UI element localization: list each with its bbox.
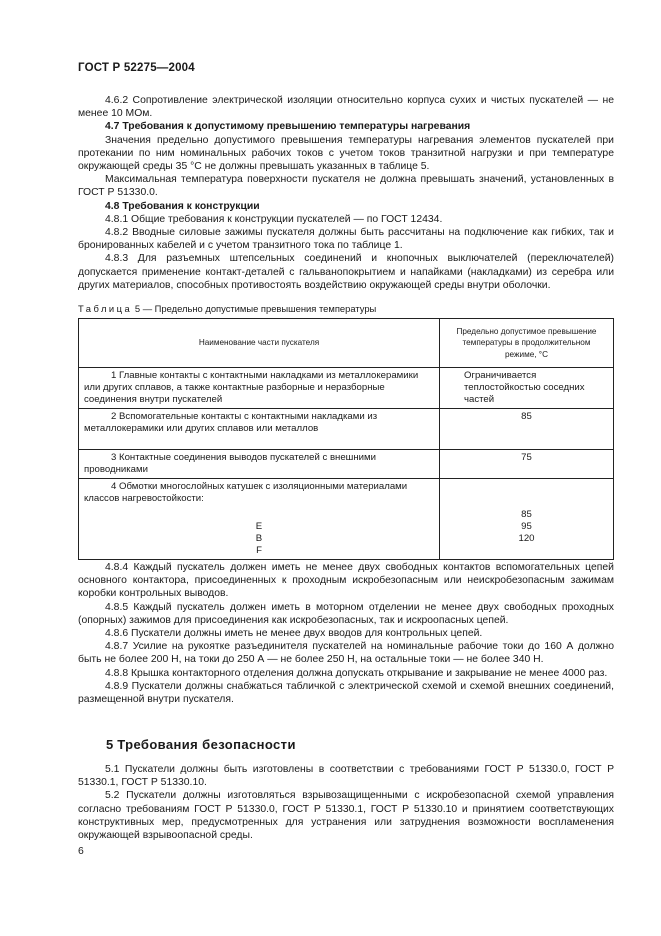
- table-caption-word: Таблица: [78, 303, 133, 314]
- section-number: 5: [106, 737, 114, 752]
- table-cell-part: 3 Контактные соединения выводов пускателей с внешними проводниками: [79, 450, 440, 479]
- para-4-7-a: Значения предельно допустимого превышения температуры нагревания элементов пускателей при протекании по ним номинальных рабочих токов с учетом токов транзитной нагрузки и при температуре окружающей среды 35 °С не должны превышать указанных в таблице 5.: [78, 134, 614, 173]
- page-number: 6: [78, 846, 84, 857]
- heading-4-8: 4.8 Требования к конструкции: [105, 200, 260, 212]
- para-5-1: 5.1 Пускатели должны быть изготовлены в соответствии с требованиями ГОСТ Р 51330.0, ГОСТ Р 51330.1, ГОСТ Р 51330.10.: [78, 764, 614, 789]
- col-header-value: Предельно допустимое превышение температуры в продолжительном режиме, °С: [440, 319, 614, 368]
- table-cell-value: 85: [440, 409, 614, 450]
- para-4-8-2: 4.8.2 Вводные силовые зажимы пускателя должны быть рассчитаны на подключение как гибких, так и бронированных кабелей и с учетом транзитного тока по таблице 1.: [78, 227, 614, 252]
- para-4-8-9: 4.8.9 Пускатели должны снабжаться табличкой с электрической схемой и схемой внешних соединений, размещенной внутри пускателя.: [78, 680, 614, 706]
- para-4-8-8: 4.8.8 Крышка контакторного отделения должна допускать открывание и закрывание не менее 4000 раз.: [105, 667, 608, 679]
- section-title: Требования безопасности: [117, 737, 296, 752]
- table-row: [79, 450, 614, 479]
- document-header: ГОСТ Р 52275—2004: [78, 62, 195, 74]
- temperature-table: [78, 318, 614, 560]
- para-4-7-b: Максимальная температура поверхности пускателя не должна превышать значений, установленных в ГОСТ Р 51330.0.: [78, 174, 614, 199]
- heat-class-grade: E: [255, 521, 263, 532]
- table-cell-part: 1 Главные контакты с контактными накладками из металлокерамики или других сплавов, а также контактные разборные и неразборные соединения внутри пускателей: [79, 368, 440, 409]
- table-row: [79, 409, 614, 450]
- para-4-8-6: 4.8.6 Пускатели должны иметь не менее двух вводов для контрольных цепей.: [105, 628, 483, 640]
- section-heading: [106, 737, 296, 752]
- para-4-6-2: 4.6.2 Сопротивление электрической изоляции относительно корпуса сухих и чистых пускателей — не менее 10 МОм.: [78, 95, 614, 120]
- table-row: [79, 368, 614, 409]
- text-block-top: [78, 94, 614, 292]
- table-cell-part: 2 Вспомогательные контакты с контактными накладками из металлокерамики или других сплавов или металлов: [79, 409, 440, 450]
- heat-class-value: 120: [518, 533, 535, 544]
- table-caption: [78, 303, 376, 314]
- table-cell-value: Ограничивается теплостойкостью соседних частей: [440, 368, 614, 409]
- text-block-middle: [78, 561, 614, 706]
- para-4-8-4: 4.8.4 Каждый пускатель должен иметь не менее двух свободных контактов вспомогательных цепей основного контактора, присоединенных к проходным искробезопасным или неискробезопасным зажимам коробки контрольных выводов.: [78, 562, 614, 600]
- table-row: [79, 479, 614, 560]
- para-4-8-1: 4.8.1 Общие требования к конструкции пускателей — по ГОСТ 12434.: [105, 213, 443, 225]
- heat-class-grade: B: [255, 533, 263, 544]
- table-cell-part-text: 4 Обмотки многослойных катушек с изоляционными материалами классов нагревостойкости:: [84, 481, 408, 504]
- heat-class-value: 85: [521, 509, 532, 520]
- para-4-8-5: 4.8.5 Каждый пускатель должен иметь в моторном отделении не менее двух свободных проходных (опорных) зажимов для присоединения как искробезопасных, так и искроопасных цепей.: [78, 601, 614, 626]
- heat-class-list: [84, 521, 434, 557]
- heat-class-grade: F: [256, 545, 262, 556]
- table-header-row: [79, 319, 614, 368]
- col-header-part: Наименование части пускателя: [79, 319, 440, 368]
- para-4-8-7: 4.8.7 Усилие на рукоятке разъединителя пускателей на номинальные рабочие токи до 160 А должно быть не более 200 Н, на токи до 250 А — не более 250 Н, на остальные токи — не более 340 Н.: [78, 641, 614, 666]
- heading-4-7: 4.7 Требования к допустимому превышению температуры нагревания: [105, 121, 471, 133]
- para-4-8-3: 4.8.3 Для разъемных штепсельных соединений и кнопочных выключателей (переключателей) допускается применение контакт-деталей с гальванопокрытием и напайками (накладками) из серебра или других материалов, способных противостоять воздействию окружающей среды внутри оболочки.: [78, 253, 614, 291]
- text-block-bottom: [78, 763, 614, 842]
- table-caption-text: 5 — Предельно допустимые превышения температуры: [134, 303, 377, 314]
- table-cell-value: 75: [440, 450, 614, 479]
- heat-class-values: [445, 509, 608, 545]
- heat-class-value: 95: [521, 521, 532, 532]
- table-cell-part: [79, 479, 440, 560]
- para-5-2: 5.2 Пускатели должны изготовляться взрывозащищенными с искробезопасной схемой управления согласно требованиям ГОСТ Р 51330.0, ГОСТ Р 51330.1, ГОСТ Р 51330.10 и принятием соответствующих конструктивных мер, предусмотренных для устранения или затруднения возможности воспламенения окружающей взрывоопасной среды.: [78, 790, 614, 842]
- table-cell-value: [440, 479, 614, 560]
